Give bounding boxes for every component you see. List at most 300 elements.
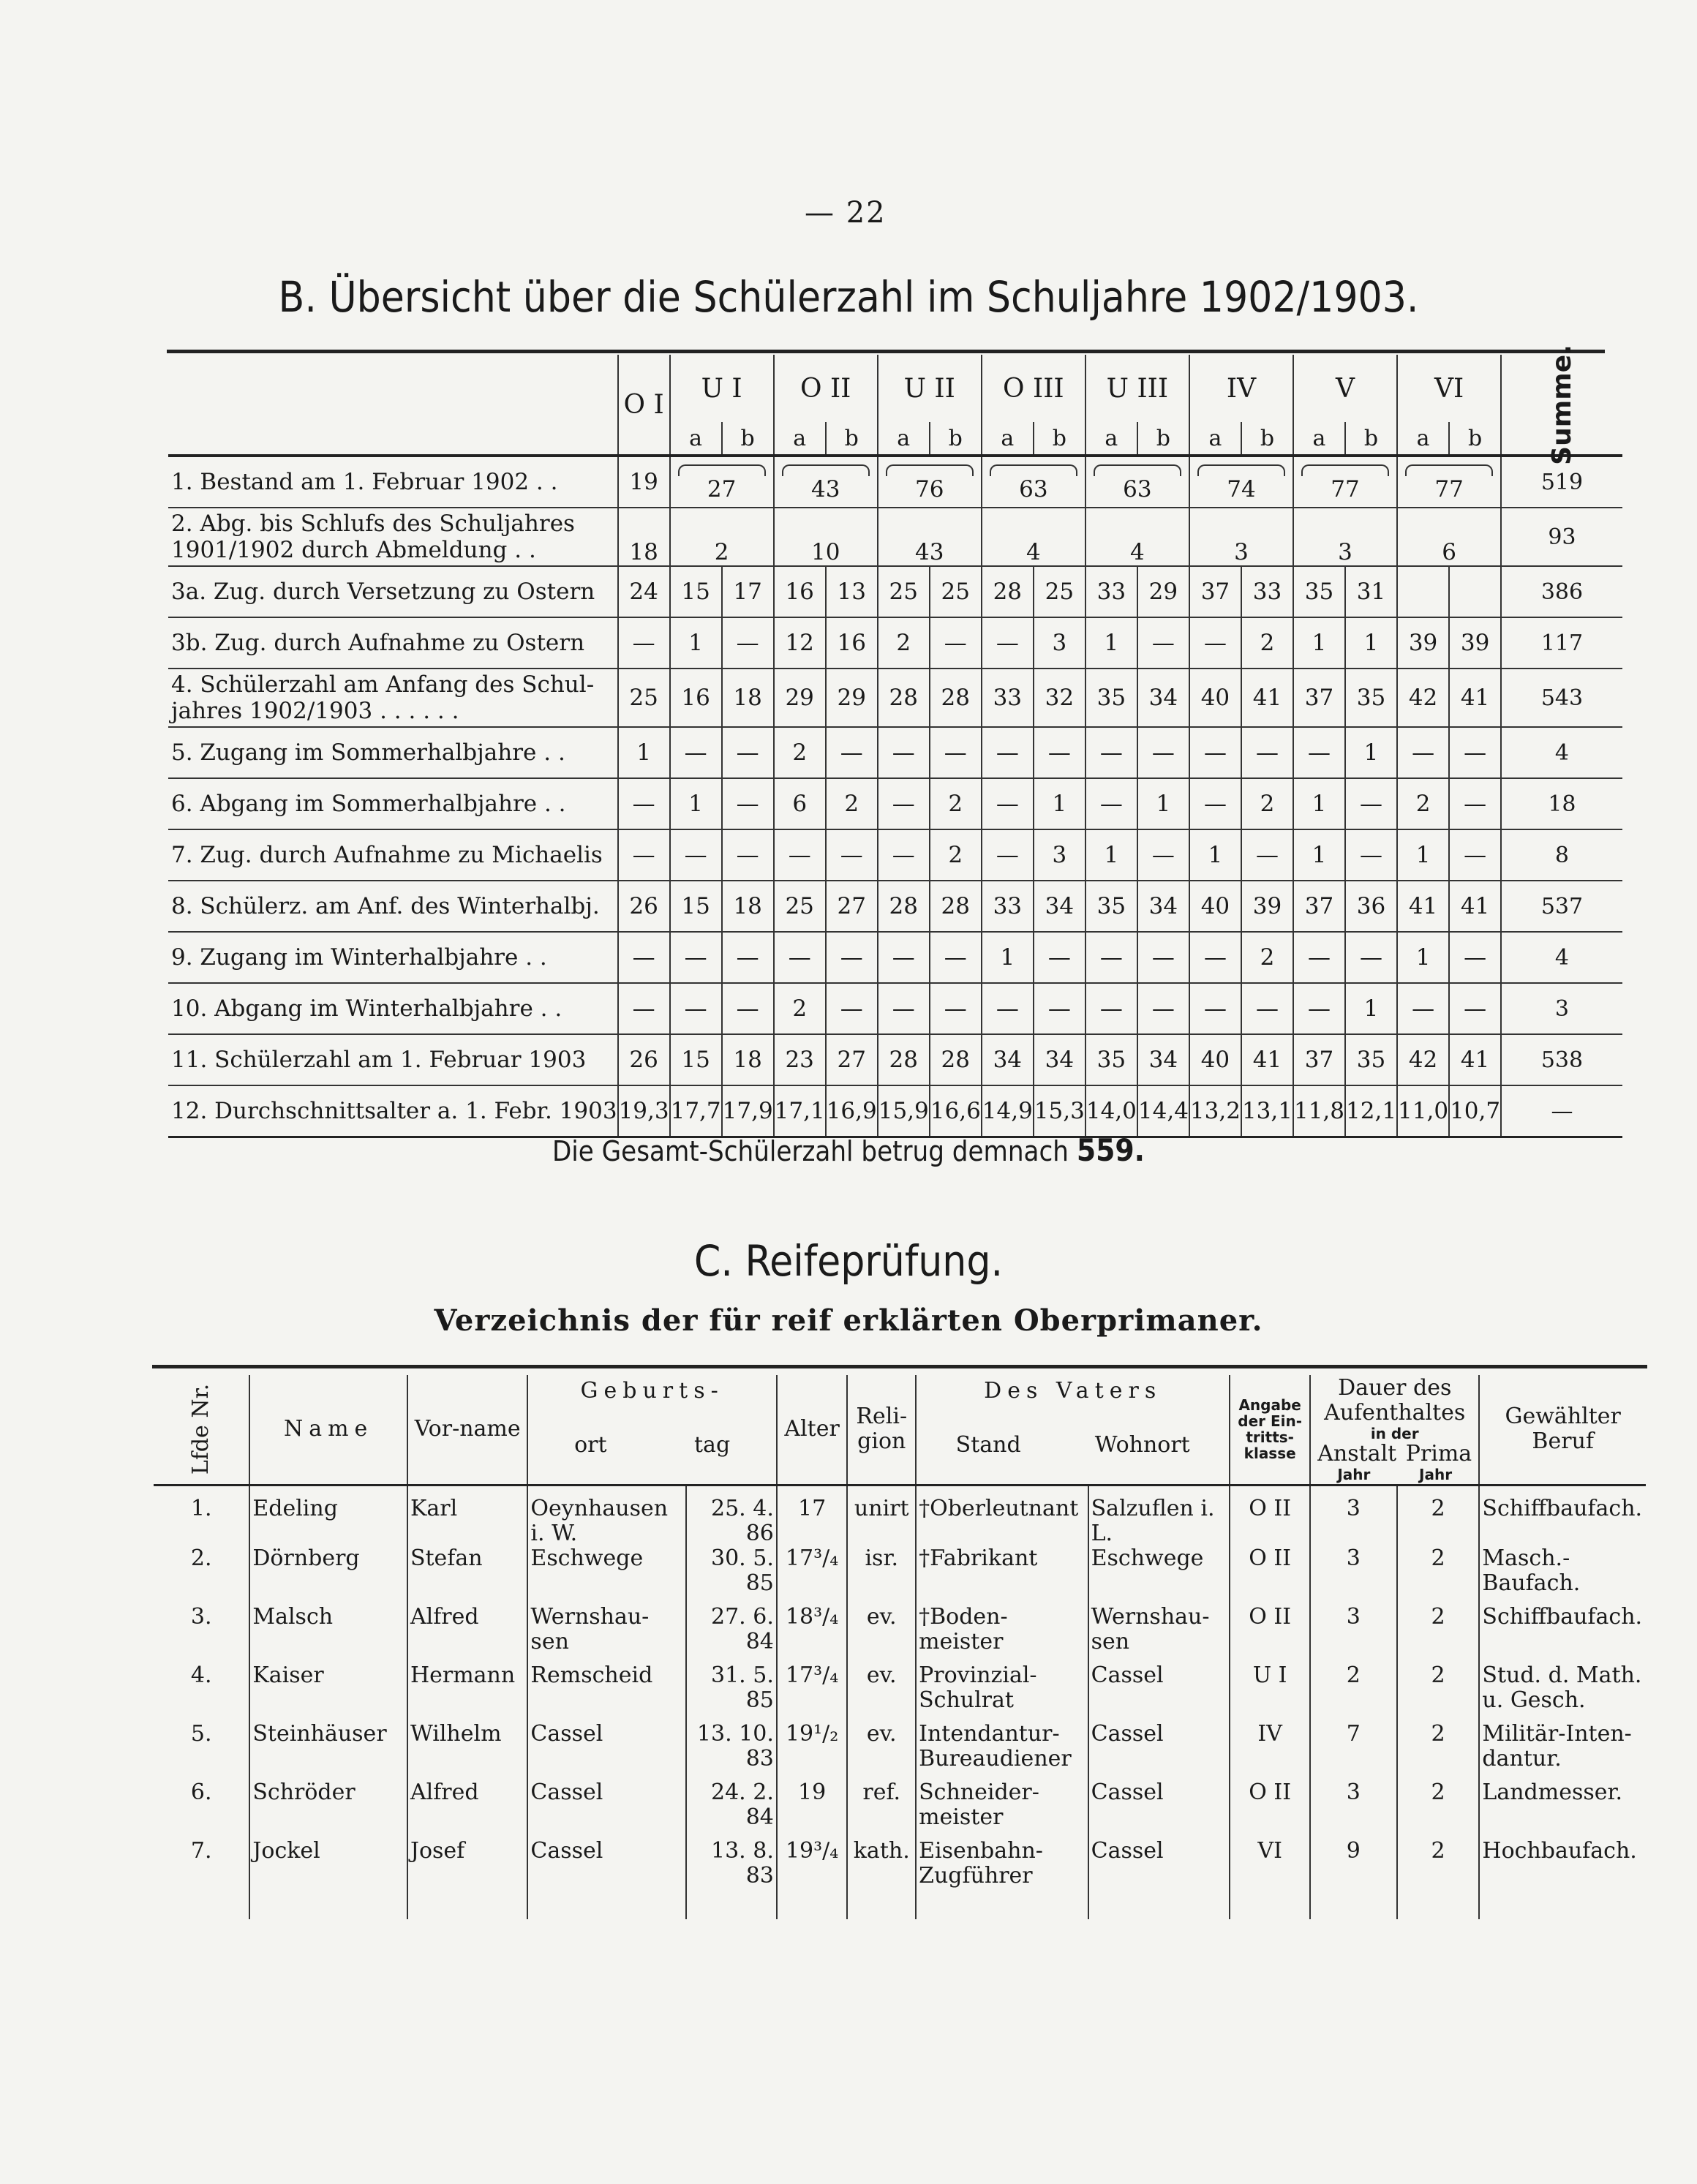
cell-religion: ev. <box>847 1663 916 1722</box>
merged-cell <box>982 508 1085 566</box>
cell: 1 <box>618 727 670 778</box>
cell-alter: 19¹/₂ <box>777 1722 848 1780</box>
merged-value: 3 <box>1234 539 1249 565</box>
row-label-line2: jahres 1902/1903 . . . . . . <box>171 698 459 724</box>
cell: — <box>1241 829 1293 881</box>
cell-vorname: Stefan <box>407 1546 527 1605</box>
merged-value: 77 <box>1331 476 1360 502</box>
cell-ort: Cassel <box>527 1780 685 1839</box>
header-sub-a: a <box>1085 422 1137 456</box>
cell-name: Edeling <box>249 1485 407 1546</box>
cell: 41 <box>1241 1034 1293 1085</box>
header-tag: tag <box>694 1432 731 1458</box>
row-sum: 386 <box>1501 566 1622 617</box>
cell: 33 <box>1085 566 1137 617</box>
top-rule-b <box>167 350 1605 353</box>
cell-alter: 18³/₄ <box>777 1605 848 1663</box>
cell-wohnort: Cassel <box>1088 1839 1230 1919</box>
cell: — <box>982 983 1034 1034</box>
cell: — <box>1085 932 1137 983</box>
header-jahr-2: Jahr <box>1419 1466 1453 1484</box>
cell: — <box>878 727 930 778</box>
header-sub-b: b <box>1241 422 1293 456</box>
cell-beruf: Masch.-Baufach. <box>1479 1546 1646 1605</box>
cell-religion: unirt <box>847 1485 916 1546</box>
cell-tag: 27. 6. 84 <box>686 1605 777 1663</box>
cell: 27 <box>826 1034 878 1085</box>
row-label-line: 4. Schülerzahl am Anfang des Schul- <box>171 671 595 698</box>
header-geburts: Geburts- ort tag <box>527 1375 776 1485</box>
row-sum: 117 <box>1501 617 1622 669</box>
merged-value: 63 <box>1123 476 1152 502</box>
cell: 40 <box>1189 669 1241 727</box>
cell: — <box>1034 932 1085 983</box>
cell: 32 <box>1034 669 1085 727</box>
cell: 35 <box>1085 881 1137 932</box>
cell: 15 <box>670 881 722 932</box>
cell: 34 <box>1034 1034 1085 1085</box>
row-label <box>168 456 618 508</box>
cell: 27 <box>826 881 878 932</box>
cell: 18 <box>722 1034 774 1085</box>
cell: — <box>1241 983 1293 1034</box>
cell: 39 <box>1449 617 1501 669</box>
cell: — <box>1345 932 1397 983</box>
header-class-5: U III <box>1085 355 1189 422</box>
cell: 2 <box>1397 778 1449 829</box>
row-label <box>168 932 618 983</box>
cell: 31 <box>1345 566 1397 617</box>
cell-alter: 17 <box>777 1485 848 1546</box>
header-alter: Alter <box>777 1375 848 1485</box>
cell: 42 <box>1397 1034 1449 1085</box>
merged-cell <box>1085 508 1189 566</box>
cell-anstalt: 3 <box>1310 1605 1397 1663</box>
cell: 2 <box>826 778 878 829</box>
cell: — <box>1345 778 1397 829</box>
cell: 1 <box>670 778 722 829</box>
cell: — <box>1137 617 1189 669</box>
row-label-line: 5. Zugang im Sommerhalbjahre . . <box>171 739 565 766</box>
cell: 2 <box>878 617 930 669</box>
cell: — <box>618 829 670 881</box>
cell: 35 <box>1345 1034 1397 1085</box>
merged-cell <box>1397 456 1501 508</box>
cell: — <box>722 932 774 983</box>
header-class-2: O II <box>774 355 878 422</box>
cell: 17,1 <box>774 1085 826 1137</box>
table-row <box>168 881 1622 932</box>
row-label-line: 8. Schülerz. am Anf. des Winterhalbj. <box>171 893 600 919</box>
merged-cell <box>878 456 982 508</box>
cell: 14,9 <box>982 1085 1034 1137</box>
brace-mark <box>1094 464 1181 476</box>
row-label <box>168 727 618 778</box>
cell <box>1449 566 1501 617</box>
table-row <box>168 617 1622 669</box>
cell-stand: †Boden-meister <box>916 1605 1088 1663</box>
total-line <box>0 1132 1697 1168</box>
cell: 34 <box>1137 1034 1189 1085</box>
cell-wohnort: Cassel <box>1088 1722 1230 1780</box>
cell: — <box>1293 932 1345 983</box>
cell: 41 <box>1397 881 1449 932</box>
cell: — <box>1397 727 1449 778</box>
cell-beruf: Schiffbaufach. <box>1479 1485 1646 1546</box>
cell-anstalt: 3 <box>1310 1780 1397 1839</box>
brace-mark <box>990 464 1077 476</box>
cell: 29 <box>774 669 826 727</box>
cell-klasse: U I <box>1230 1663 1310 1722</box>
cell: — <box>878 932 930 983</box>
cell-beruf: Stud. d. Math. u. Gesch. <box>1479 1663 1646 1722</box>
header-name: Name <box>249 1375 407 1485</box>
row-sum: 519 <box>1501 456 1622 508</box>
header-religion: Reli-gion <box>847 1375 916 1485</box>
section-b-title: B. Übersicht über die Schülerzahl im Schuljahre 1902/1903. <box>278 272 1419 322</box>
student-count-table <box>168 344 1622 1138</box>
merged-value: 2 <box>714 539 729 565</box>
cell: 14,0 <box>1085 1085 1137 1137</box>
header-label-blank <box>168 355 618 456</box>
cell-stand: Intendantur-Bureaudiener <box>916 1722 1088 1780</box>
row-sum: 4 <box>1501 932 1622 983</box>
cell: 2 <box>930 778 982 829</box>
row-label <box>168 1034 618 1085</box>
header-class-0: O I <box>618 355 670 456</box>
cell: 16 <box>670 669 722 727</box>
header-class-4: O III <box>982 355 1085 422</box>
table-row <box>168 456 1622 508</box>
row-label <box>168 508 618 566</box>
row-sum: 93 <box>1501 508 1622 566</box>
header-sub-b: b <box>930 422 982 456</box>
cell: — <box>1034 727 1085 778</box>
cell: 3 <box>1034 829 1085 881</box>
brace-mark <box>1197 464 1285 476</box>
cell: 33 <box>1241 566 1293 617</box>
cell: — <box>670 932 722 983</box>
cell: — <box>930 983 982 1034</box>
cell: 16,9 <box>826 1085 878 1137</box>
cell: — <box>618 617 670 669</box>
cell-stand: Eisenbahn-Zugführer <box>916 1839 1088 1919</box>
cell-beruf: Schiffbaufach. <box>1479 1605 1646 1663</box>
cell: — <box>1345 829 1397 881</box>
merged-cell <box>774 456 878 508</box>
row-label <box>168 566 618 617</box>
merged-value: 10 <box>810 539 840 565</box>
merged-value: 63 <box>1019 476 1048 502</box>
page-number: — 22 <box>805 196 887 230</box>
cell: 1 <box>1085 829 1137 881</box>
cell: 1 <box>1293 778 1345 829</box>
cell-alter: 19³/₄ <box>777 1839 848 1919</box>
cell-nr: 1. <box>190 1495 212 1521</box>
cell-tag: 25. 4. 86 <box>686 1485 777 1546</box>
cell: 35 <box>1085 1034 1137 1085</box>
cell: — <box>774 932 826 983</box>
cell: 28 <box>878 669 930 727</box>
cell: 40 <box>1189 1034 1241 1085</box>
cell: — <box>826 932 878 983</box>
brace-mark <box>1301 464 1389 476</box>
cell: — <box>878 983 930 1034</box>
cell: 13,1 <box>1241 1085 1293 1137</box>
cell: 16 <box>774 566 826 617</box>
cell: 14,4 <box>1137 1085 1189 1137</box>
cell: 19,3 <box>618 1085 670 1137</box>
cell: — <box>1189 617 1241 669</box>
cell: 28 <box>930 669 982 727</box>
cell-prima: 2 <box>1397 1546 1480 1605</box>
cell: 1 <box>1085 617 1137 669</box>
table-row <box>168 669 1622 727</box>
graduate-row <box>154 1722 1646 1780</box>
cell-anstalt: 7 <box>1310 1722 1397 1780</box>
row-label-line: 1. Bestand am 1. Februar 1902 . . <box>171 469 558 495</box>
cell-stand: †Fabrikant <box>916 1546 1088 1605</box>
cell: 15,3 <box>1034 1085 1085 1137</box>
merged-cell <box>1293 508 1397 566</box>
cell-wohnort: Eschwege <box>1088 1546 1230 1605</box>
merged-value: 43 <box>915 539 944 565</box>
cell-klasse: VI <box>1230 1839 1310 1919</box>
cell-beruf: Militär-Inten-dantur. <box>1479 1722 1646 1780</box>
cell-wohnort: Salzuflen i. L. <box>1088 1485 1230 1546</box>
cell: — <box>722 829 774 881</box>
cell: 25 <box>618 669 670 727</box>
cell: — <box>1449 932 1501 983</box>
cell-stand: Schneider-meister <box>916 1780 1088 1839</box>
cell: — <box>774 829 826 881</box>
brace-mark <box>1405 464 1493 476</box>
cell-ort: Eschwege <box>527 1546 685 1605</box>
cell: — <box>1137 932 1189 983</box>
row-label-line2: 1901/1902 durch Abmeldung . . <box>171 537 536 563</box>
header-sub-a: a <box>982 422 1034 456</box>
row-label-line: 12. Durchschnittsalter a. 1. Febr. 1903 <box>171 1098 617 1124</box>
cell: 37 <box>1293 881 1345 932</box>
header-sub-b: b <box>1034 422 1085 456</box>
header-sub-a: a <box>774 422 826 456</box>
cell: 15 <box>670 1034 722 1085</box>
cell: 1 <box>1137 778 1189 829</box>
cell: 36 <box>1345 881 1397 932</box>
merged-value: 27 <box>707 476 737 502</box>
cell: 2 <box>930 829 982 881</box>
cell: 2 <box>774 983 826 1034</box>
cell-tag: 13. 8. 83 <box>686 1839 777 1919</box>
cell: — <box>1189 778 1241 829</box>
header-class-1: U I <box>670 355 774 422</box>
table-row <box>168 778 1622 829</box>
top-rule-c <box>152 1365 1647 1368</box>
cell: 42 <box>1397 669 1449 727</box>
cell: 34 <box>1034 881 1085 932</box>
cell-ort: Remscheid <box>527 1663 685 1722</box>
cell: — <box>722 727 774 778</box>
cell-ort: Oeynhausen i. W. <box>527 1485 685 1546</box>
cell-nr: 3. <box>190 1603 212 1630</box>
cell-nr: 4. <box>190 1662 212 1688</box>
merged-value: 77 <box>1434 476 1464 502</box>
row-sum: 537 <box>1501 881 1622 932</box>
cell: — <box>1137 983 1189 1034</box>
cell-klasse: O II <box>1230 1485 1310 1546</box>
merged-cell <box>1293 456 1397 508</box>
cell: 15,9 <box>878 1085 930 1137</box>
graduate-row <box>154 1663 1646 1722</box>
row-label-line: 10. Abgang im Winterhalbjahre . . <box>171 995 562 1022</box>
graduate-row <box>154 1605 1646 1663</box>
cell-beruf: Landmesser. <box>1479 1780 1646 1839</box>
cell-tag: 24. 2. 84 <box>686 1780 777 1839</box>
header-vater: Des Vaters Stand Wohnort <box>916 1375 1230 1485</box>
row-label-line: 6. Abgang im Sommerhalbjahre . . <box>171 791 566 817</box>
merged-value: 4 <box>1026 539 1041 565</box>
cell: 1 <box>1034 778 1085 829</box>
row-label <box>168 669 618 727</box>
cell-religion: kath. <box>847 1839 916 1919</box>
header-summe-label: Summe. <box>1546 344 1577 465</box>
row-label <box>168 778 618 829</box>
cell: — <box>930 932 982 983</box>
cell: 26 <box>618 881 670 932</box>
header-jahr-1: Jahr <box>1337 1466 1371 1484</box>
cell: — <box>1085 983 1137 1034</box>
cell: 18 <box>722 669 774 727</box>
cell: — <box>618 778 670 829</box>
header-sub-a: a <box>1189 422 1241 456</box>
total-value: 559. <box>1076 1132 1145 1168</box>
table-row <box>168 829 1622 881</box>
cell: 37 <box>1293 1034 1345 1085</box>
cell: 1 <box>1345 727 1397 778</box>
cell: 17,9 <box>722 1085 774 1137</box>
graduates-table <box>154 1375 1646 1919</box>
header-lfde-nr: Lfde Nr. <box>188 1384 214 1475</box>
row-sum: — <box>1501 1085 1622 1137</box>
row-sum: 18 <box>1501 778 1622 829</box>
cell: 1 <box>982 932 1034 983</box>
cell: 12 <box>774 617 826 669</box>
cell: — <box>722 617 774 669</box>
cell: 24 <box>618 566 670 617</box>
cell-name: Dörnberg <box>249 1546 407 1605</box>
cell: 26 <box>618 1034 670 1085</box>
cell: 25 <box>774 881 826 932</box>
cell: — <box>618 932 670 983</box>
header-wohnort: Wohnort <box>1094 1432 1190 1458</box>
cell: 35 <box>1345 669 1397 727</box>
cell-klasse: O II <box>1230 1780 1310 1839</box>
cell-beruf: Hochbaufach. <box>1479 1839 1646 1919</box>
header-sub-b: b <box>722 422 774 456</box>
cell: 1 <box>1397 932 1449 983</box>
cell-prima: 2 <box>1397 1605 1480 1663</box>
merged-value: 3 <box>1338 539 1352 565</box>
cell: 41 <box>1449 881 1501 932</box>
cell <box>1397 566 1449 617</box>
cell: — <box>1397 983 1449 1034</box>
cell: — <box>1189 932 1241 983</box>
cell-anstalt: 3 <box>1310 1546 1397 1605</box>
header-anstalt: Anstalt <box>1317 1441 1397 1467</box>
row-sum: 538 <box>1501 1034 1622 1085</box>
row-sum: 4 <box>1501 727 1622 778</box>
cell: 35 <box>1293 566 1345 617</box>
cell: 33 <box>982 881 1034 932</box>
cell-alter: 17³/₄ <box>777 1663 848 1722</box>
cell: — <box>1085 778 1137 829</box>
cell: 28 <box>878 1034 930 1085</box>
row-label-line: 9. Zugang im Winterhalbjahre . . <box>171 944 547 971</box>
cell: 13,2 <box>1189 1085 1241 1137</box>
brace-mark <box>886 464 974 476</box>
cell-klasse: O II <box>1230 1546 1310 1605</box>
cell: — <box>930 727 982 778</box>
cell: — <box>1137 829 1189 881</box>
header-stand: Stand <box>955 1432 1021 1458</box>
header-ort: ort <box>574 1432 607 1458</box>
cell-wohnort: Cassel <box>1088 1780 1230 1839</box>
cell: 16,6 <box>930 1085 982 1137</box>
graduate-row <box>154 1485 1646 1546</box>
cell: 10,7 <box>1449 1085 1501 1137</box>
merged-cell <box>982 456 1085 508</box>
cell: — <box>878 829 930 881</box>
header-class-3: U II <box>878 355 982 422</box>
header-vorname: Vor-name <box>407 1375 527 1485</box>
row-label-line: 11. Schülerzahl am 1. Februar 1903 <box>171 1047 587 1073</box>
cell-name: Malsch <box>249 1605 407 1663</box>
cell: — <box>1293 727 1345 778</box>
cell-tag: 31. 5. 85 <box>686 1663 777 1722</box>
row-label <box>168 1085 618 1137</box>
cell: 39 <box>1397 617 1449 669</box>
section-c-title: C. Reifeprüfung. <box>693 1236 1004 1286</box>
cell: 34 <box>1137 669 1189 727</box>
cell: 34 <box>1137 881 1189 932</box>
cell: 35 <box>1085 669 1137 727</box>
cell-name: Schröder <box>249 1780 407 1839</box>
cell-religion: ev. <box>847 1605 916 1663</box>
merged-cell <box>1085 456 1189 508</box>
cell-tag: 30. 5. 85 <box>686 1546 777 1605</box>
cell: 1 <box>1189 829 1241 881</box>
header-sub-a: a <box>1293 422 1345 456</box>
cell: 16 <box>826 617 878 669</box>
cell: 11,8 <box>1293 1085 1345 1137</box>
cell-wohnort: Cassel <box>1088 1663 1230 1722</box>
cell: — <box>982 617 1034 669</box>
cell: — <box>826 983 878 1034</box>
merged-cell <box>878 508 982 566</box>
cell-ort: Cassel <box>527 1839 685 1919</box>
merged-cell <box>1189 456 1293 508</box>
cell: — <box>1449 983 1501 1034</box>
cell-anstalt: 2 <box>1310 1663 1397 1722</box>
cell-ort: Cassel <box>527 1722 685 1780</box>
cell: — <box>982 778 1034 829</box>
cell: — <box>826 829 878 881</box>
cell: 1 <box>1293 829 1345 881</box>
table-row <box>168 983 1622 1034</box>
cell: 28 <box>982 566 1034 617</box>
cell-nr: 2. <box>190 1545 212 1571</box>
cell-religion: isr. <box>847 1546 916 1605</box>
